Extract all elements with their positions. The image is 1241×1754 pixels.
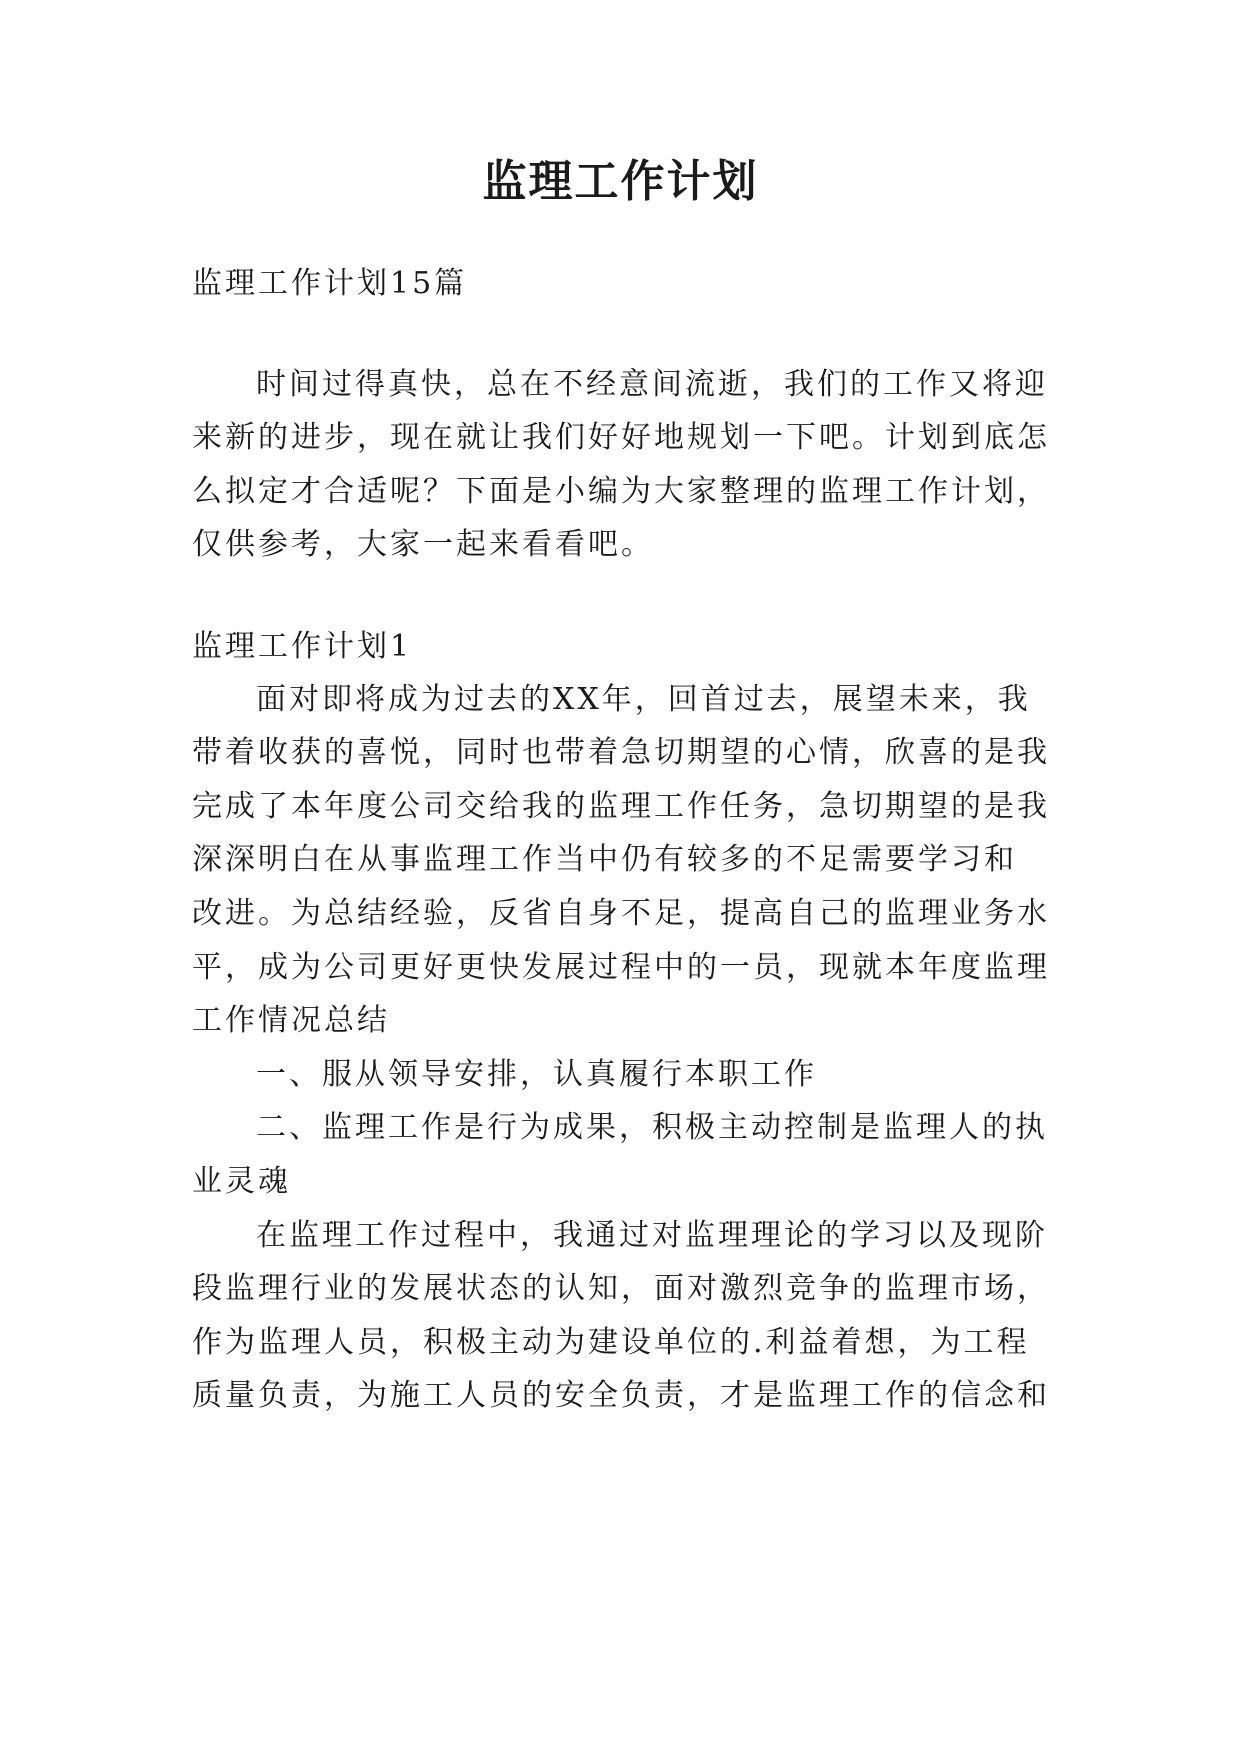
intro-line: 仅供参考，大家一起来看看吧。	[192, 527, 654, 562]
paragraph-line: 深深明白在从事监理工作当中仍有较多的不足需要学习和	[192, 842, 1017, 877]
paragraph-line: 工作情况总结	[192, 1003, 390, 1038]
paragraph-line: 在监理工作过程中，我通过对监理理论的学习以及现阶	[256, 1218, 1048, 1253]
list-point: 一、服从领导安排，认真履行本职工作	[256, 1057, 817, 1092]
intro-line: 么拟定才合适呢？下面是小编为大家整理的监理工作计划，	[192, 474, 1050, 509]
intro-line: 来新的进步，现在就让我们好好地规划一下吧。计划到底怎	[192, 420, 1050, 455]
paragraph-line: 质量负责，为施工人员的安全负责，才是监理工作的信念和	[192, 1378, 1050, 1413]
paragraph-line: 面对即将成为过去的XX年，回首过去，展望未来，我	[256, 682, 1031, 717]
paragraph-line: 改进。为总结经验，反省自身不足，提高自己的监理业务水	[192, 896, 1050, 931]
list-point-line: 二、监理工作是行为成果，积极主动控制是监理人的执	[256, 1110, 1048, 1145]
paragraph-line: 带着收获的喜悦，同时也带着急切期望的心情，欣喜的是我	[192, 735, 1050, 770]
paragraph-line: 作为监理人员，积极主动为建设单位的.利益着想，为工程	[192, 1325, 1030, 1360]
paragraph-line: 段监理行业的发展状态的认知，面对激烈竞争的监理市场，	[192, 1271, 1050, 1306]
section-heading: 监理工作计划1	[192, 629, 413, 664]
paragraph-line: 完成了本年度公司交给我的监理工作任务，急切期望的是我	[192, 789, 1050, 824]
paragraph-line: 平，成为公司更好更快发展过程中的一员，现就本年度监理	[192, 950, 1050, 985]
list-point-line: 业灵魂	[192, 1164, 291, 1199]
intro-line: 时间过得真快，总在不经意间流逝，我们的工作又将迎	[256, 367, 1048, 402]
document-title: 监理工作计划	[482, 156, 759, 207]
document-subtitle: 监理工作计划15篇	[192, 266, 468, 301]
